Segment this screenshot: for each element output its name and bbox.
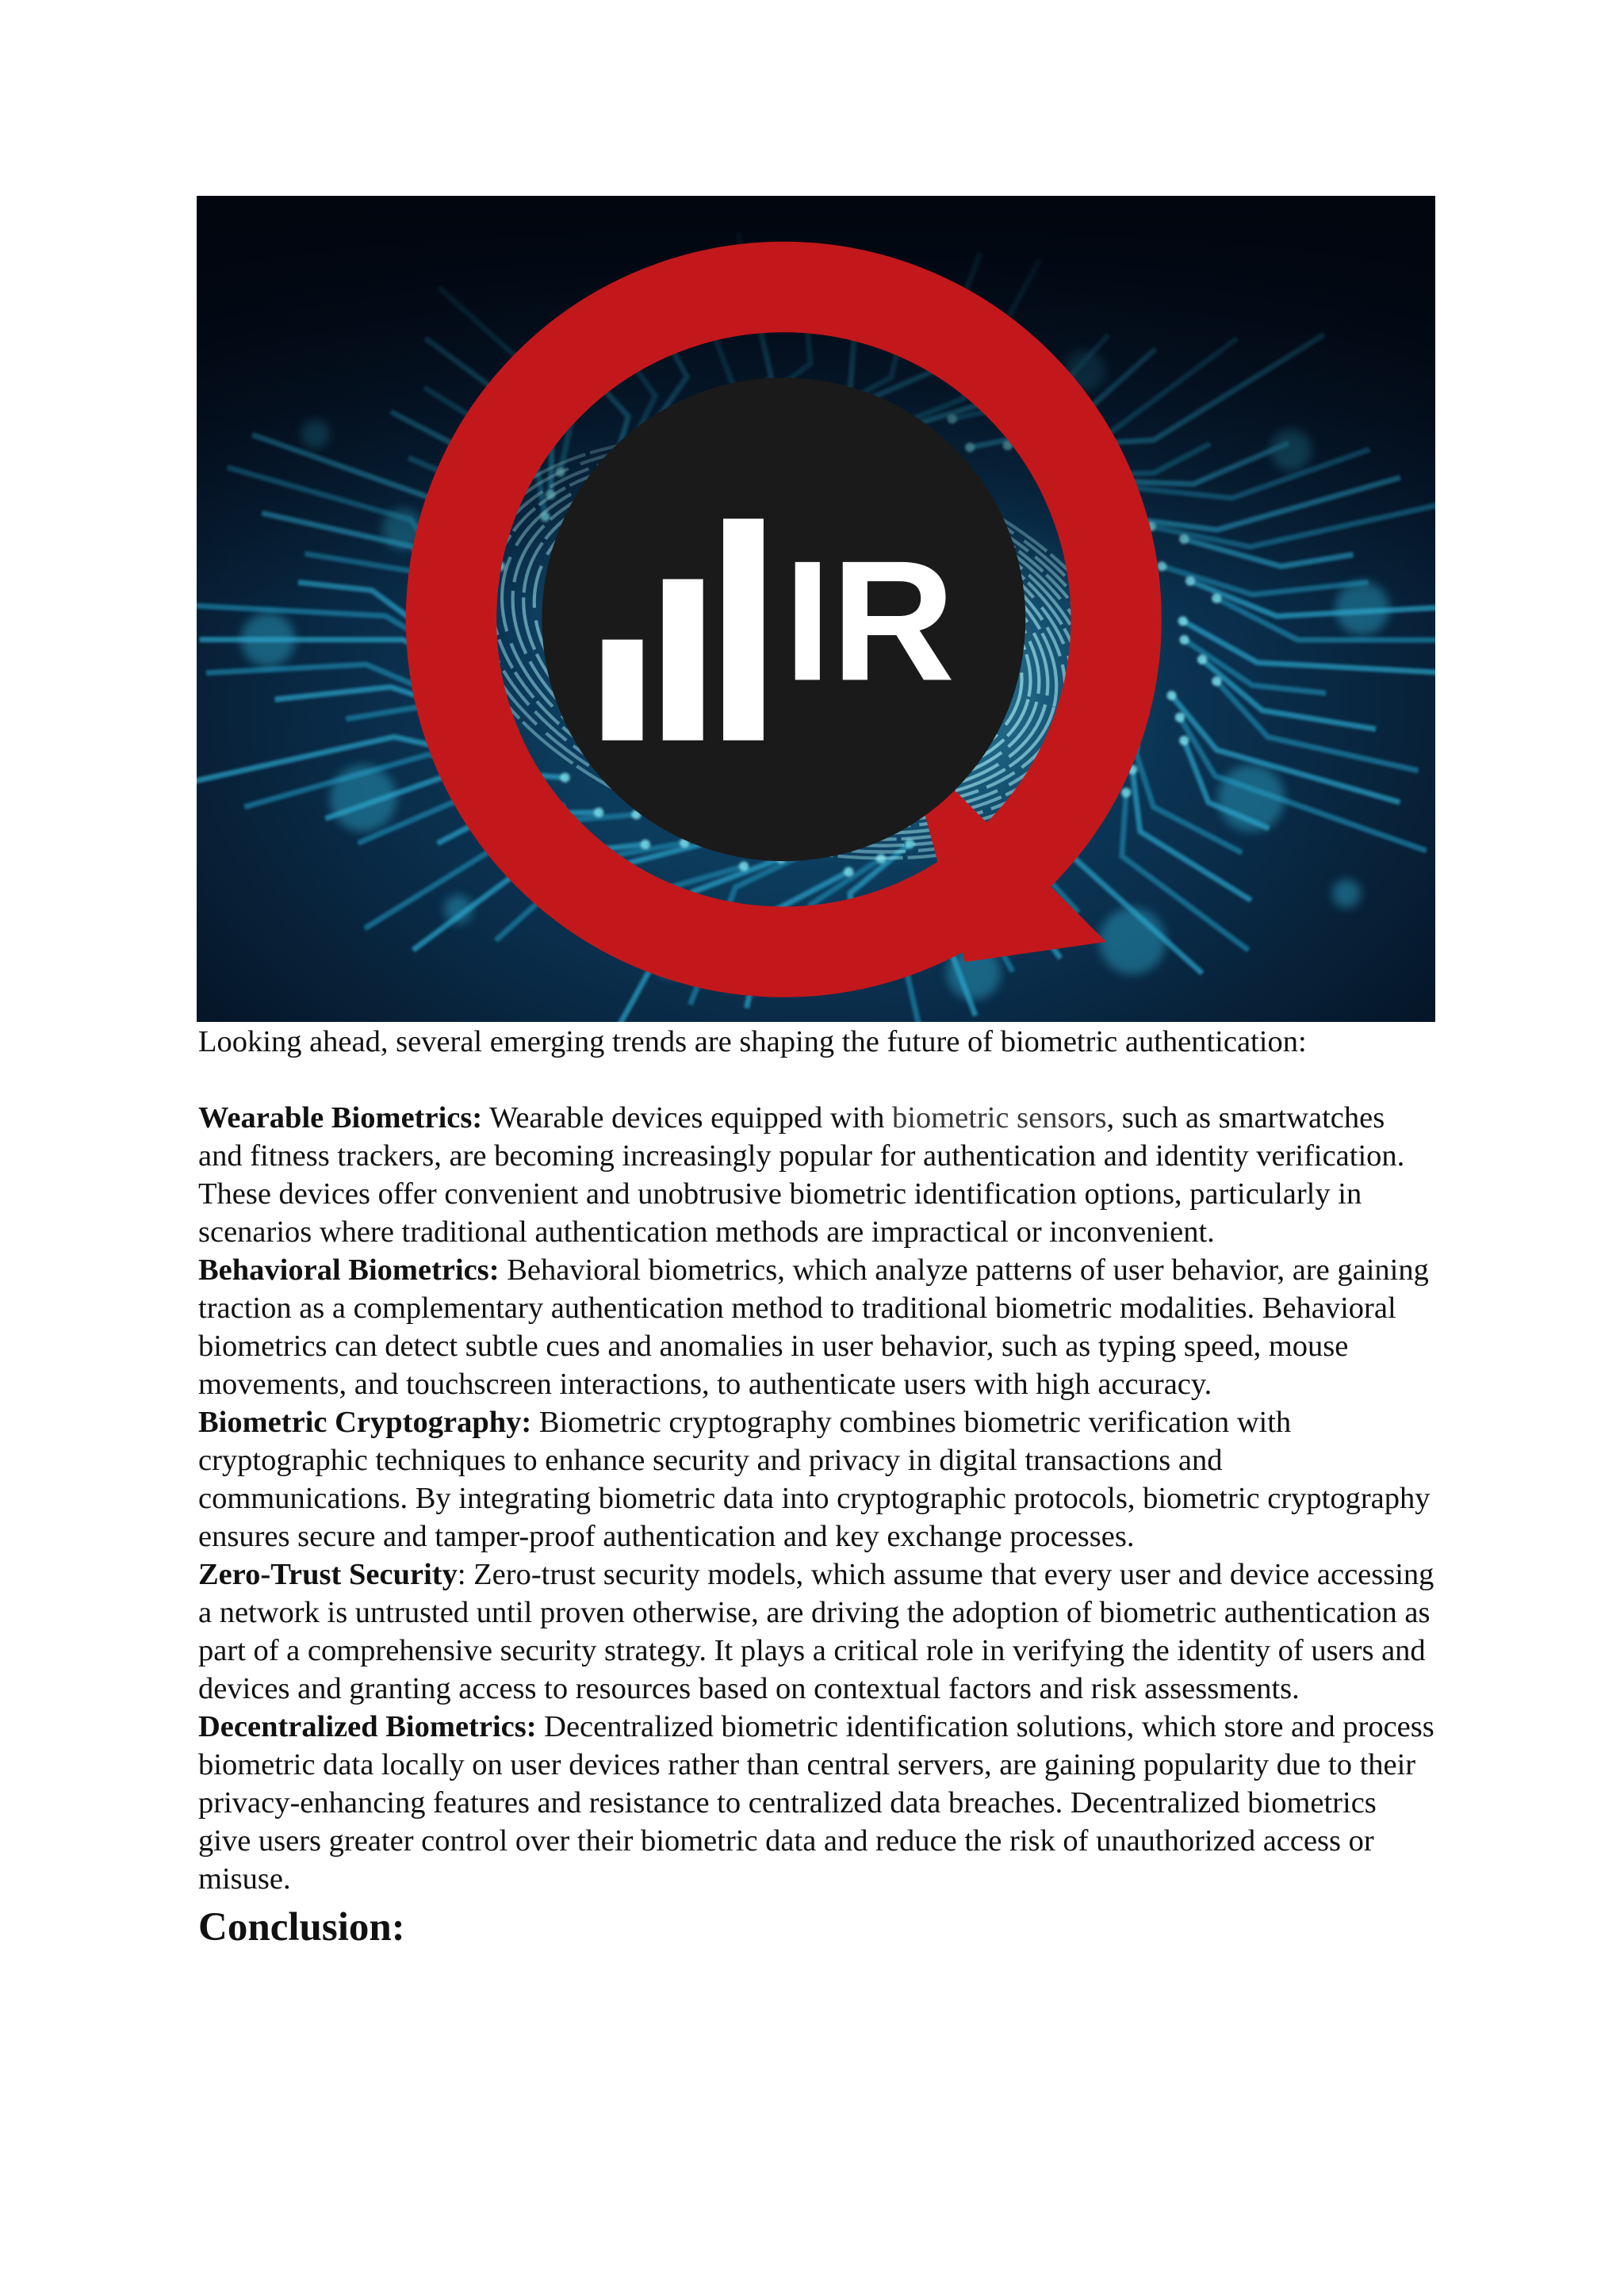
- conclusion-heading: Conclusion:: [198, 1905, 405, 1950]
- trend-biometric-cryptography: [198, 1403, 1435, 1556]
- trend-term: Behavioral Biometrics:: [198, 1253, 500, 1287]
- trend-zero-trust-security: [198, 1556, 1435, 1708]
- trend-wearable-biometrics: [198, 1099, 1435, 1251]
- trend-text: Biometric cryptography combines biometric verification with cryptographic techniques to enhance security and privacy in digital transactions and communications. By integrating biometric data into cryptographic protocols, biometric cryptography ensures secure and tamper-proof authentication and key exchange processes.: [198, 1406, 1431, 1553]
- trend-term: Wearable Biometrics:: [198, 1101, 483, 1135]
- brand-logo-icon: [197, 216, 1413, 1022]
- trend-text: Behavioral biometrics, which analyze patterns of user behavior, are gaining traction as a complementary authentication method to traditional biometric modalities. Behavioral biometrics can detect subtle cues and anomalies in user behavior, such as typing speed, mouse movements, and touchscreen interactions, to authenticate users with high accuracy.: [198, 1253, 1429, 1401]
- intro-paragraph: Looking ahead, several emerging trends are shaping the future of biometric authentication:: [198, 1025, 1307, 1058]
- article-body: [198, 1023, 1435, 1952]
- trend-behavioral-biometrics: [198, 1251, 1435, 1403]
- brand-logo-letters: IR: [783, 524, 956, 717]
- trend-text: : Zero-trust security models, which assume that every user and device accessing a network is untrusted until proven otherwise, are driving the adoption of biometric authentication as part of a comprehensive security strategy. It plays a critical role in verifying the identity of users and devices and granting access to resources based on contextual factors and risk assessments.: [198, 1558, 1434, 1705]
- trend-text: Wearable devices equipped with: [482, 1101, 892, 1135]
- trend-term: Biometric Cryptography:: [198, 1406, 532, 1439]
- trend-term: Zero-Trust Security: [198, 1558, 458, 1591]
- trend-text: Decentralized biometric identification solutions, which store and process biometric data locally on user devices rather than central servers, are gaining popularity due to their privacy-enhancing features and resistance to centralized data breaches. Decentralized biometrics give users greater control over their biometric data and reduce the risk of unauthorized access or misuse.: [198, 1710, 1434, 1896]
- biometric-sensors-link[interactable]: biometric sensors: [891, 1101, 1107, 1135]
- trend-text: , such as smartwatches and fitness trackers, are becoming increasingly popular for authentication and identity verification. These devices offer convenient and unobtrusive biometric identification options, particularly in scenarios where traditional authentication methods are impractical or inconvenient.: [198, 1101, 1405, 1249]
- trend-decentralized-biometrics: [198, 1708, 1435, 1898]
- fingerprint-hero-image: [197, 196, 1435, 1022]
- trend-term: Decentralized Biometrics:: [198, 1710, 537, 1743]
